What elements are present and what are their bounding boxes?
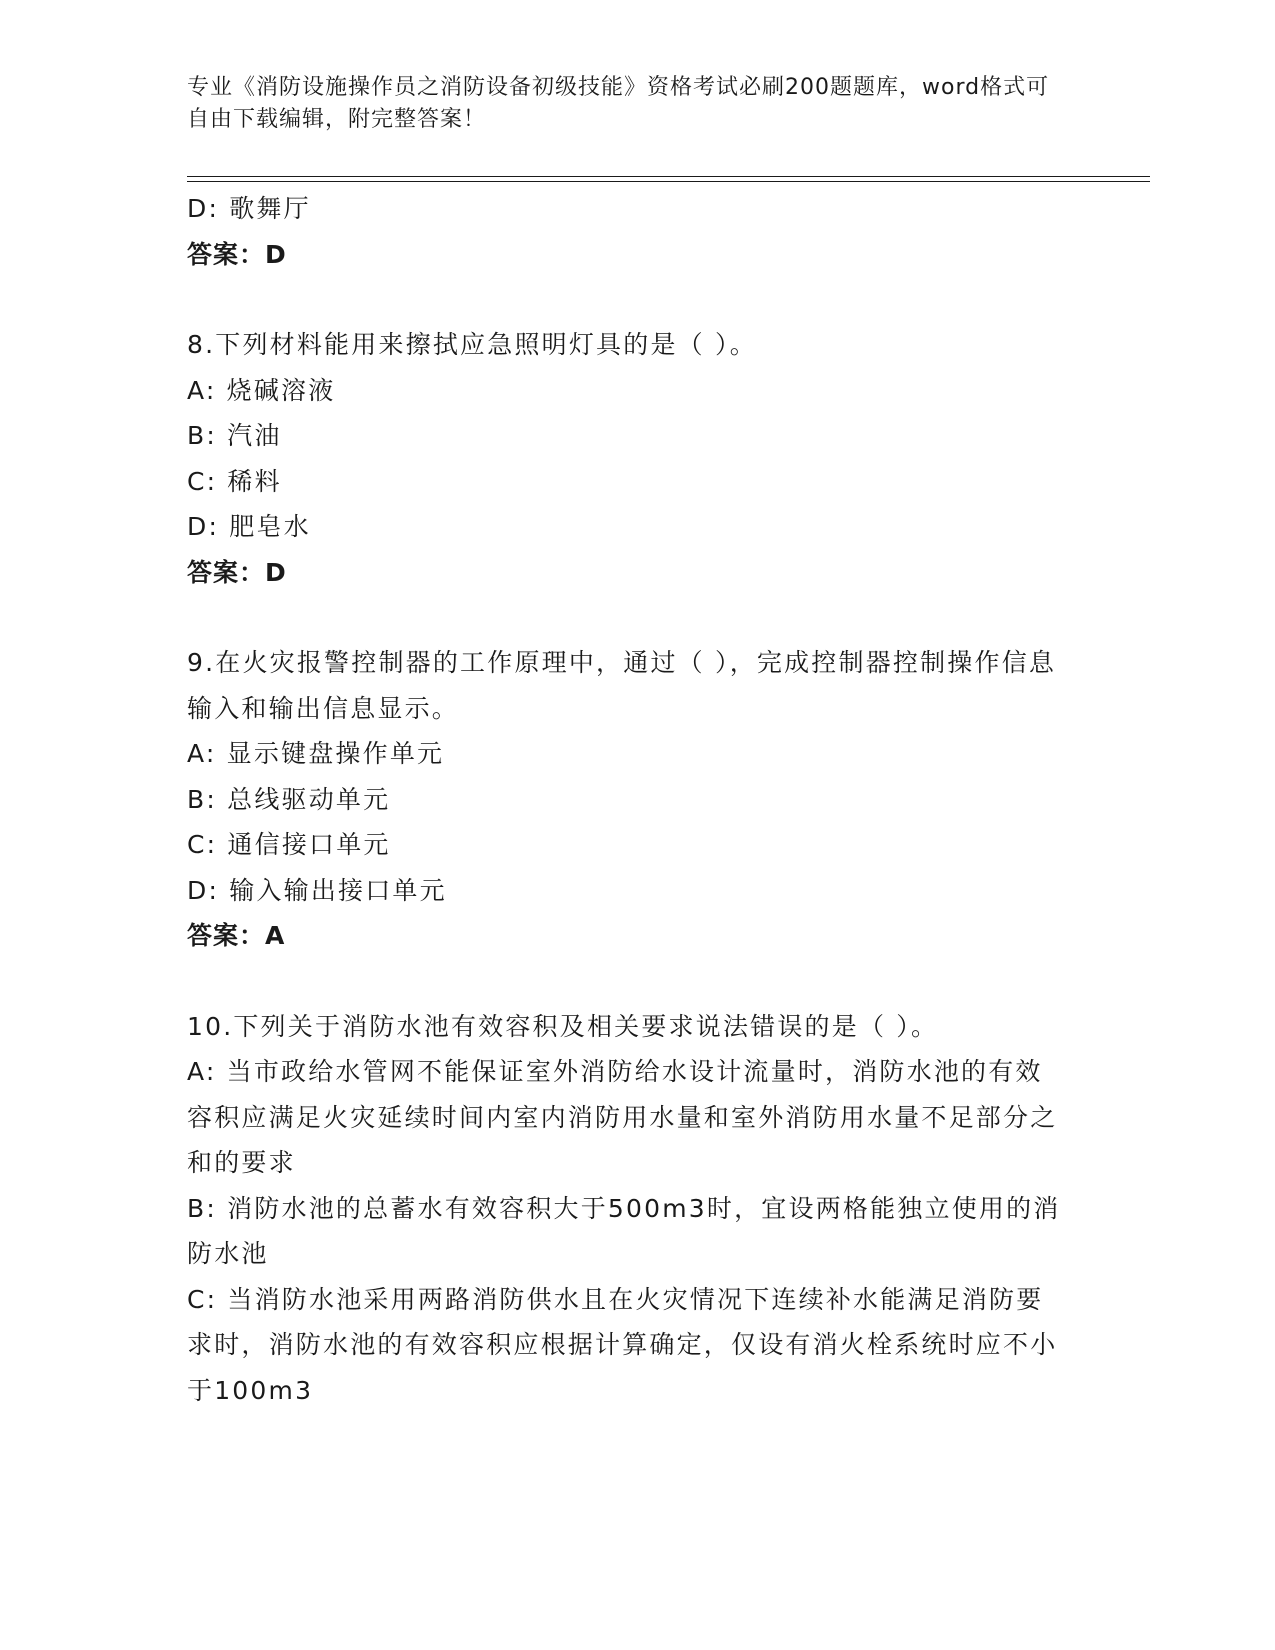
header-rule-bottom — [187, 181, 1150, 182]
option-a: A: 当市政给水管网不能保证室外消防给水设计流量时，消防水池的有效容积应满足火灾延续时间内室内消防用水量和室外消防用水量不足部分之和的要求 — [187, 1057, 1058, 1177]
header-rule-top — [187, 176, 1150, 177]
question-stem: 9.在火灾报警控制器的工作原理中，通过（ ），完成控制器控制操作信息输入和输出信息显示。 — [187, 648, 1057, 723]
answer: 答案：D — [187, 239, 287, 269]
option-b: B: 总线驱动单元 — [187, 784, 391, 814]
question-stem: 8.下列材料能用来擦拭应急照明灯具的是（ ）。 — [187, 330, 757, 359]
option-a: A: 显示键盘操作单元 — [187, 739, 445, 768]
question-content — [187, 186, 1067, 1413]
spacer — [187, 959, 1067, 1004]
option-c: C: 当消防水池采用两路消防供水且在火灾情况下连续补水能满足消防要求时，消防水池的有效容积应根据计算确定，仅设有消火栓系统时应不小于100m3 — [187, 1284, 1058, 1405]
document-header: 专业《消防设施操作员之消防设备初级技能》资格考试必刷200题题库，word格式可自由下载编辑，附完整答案！ — [187, 75, 1050, 132]
question-10 — [187, 1004, 1067, 1414]
spacer — [187, 595, 1067, 640]
answer: 答案：D — [187, 557, 287, 587]
question-8 — [187, 322, 1067, 595]
option-d: D: 歌舞厅 — [187, 194, 311, 223]
option-d: D: 肥皂水 — [187, 512, 311, 541]
question-stem: 10.下列关于消防水池有效容积及相关要求说法错误的是（ ）。 — [187, 1011, 939, 1041]
option-a: A: 烧碱溶液 — [187, 375, 336, 405]
option-b: B: 消防水池的总蓄水有效容积大于500m3时，宜设两格能独立使用的消防水池 — [187, 1193, 1061, 1268]
option-b: B: 汽油 — [187, 421, 282, 450]
option-c: C: 通信接口单元 — [187, 830, 391, 859]
option-c: C: 稀料 — [187, 466, 282, 496]
spacer — [187, 277, 1067, 322]
answer: 答案：A — [187, 921, 286, 950]
previous-question-tail — [187, 186, 1067, 277]
option-d: D: 输入输出接口单元 — [187, 875, 447, 905]
question-9 — [187, 640, 1067, 959]
